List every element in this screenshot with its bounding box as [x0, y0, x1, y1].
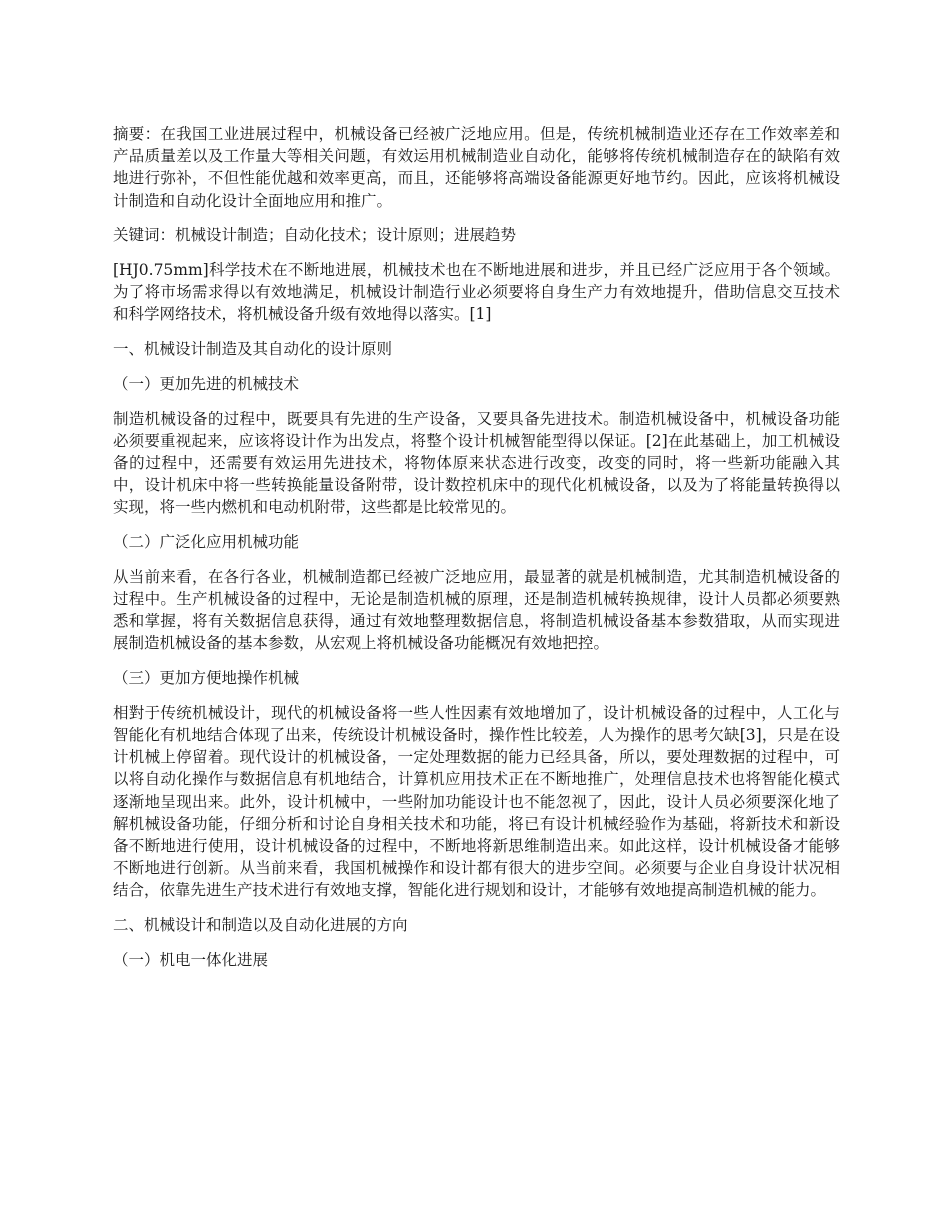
subsection-2-body: 从当前来看，在各行各业，机械制造都已经被广泛地应用，最显著的就是机械制造，尤其制造机械设备的过程中。生产机械设备的过程中，无论是制造机械的原理，还是制造机械转换规律，设计人员都必须要熟悉和掌握，将有关数据信息获得，通过有效地整理数据信息，将制造机械设备基本参数猎取，从而实现进展制造机械设备的基本参数，从宏观上将机械设备功能概况有效地把控。 — [113, 567, 840, 653]
subsection-1-body: 制造机械设备的过程中，既要具有先进的生产设备，又要具备先进技术。制造机械设备中，机械设备功能必须要重视起来，应该将设计作为出发点，将整个设计机械智能型得以保证。[2]在此基础上，加工机械设备的过程中，还需要有效运用先进技术，将物体原来状态进行改变，改变的同时，将一些新功能融入其中，设计机床中将一些转换能量设备附带，设计数控机床中的现代化机械设备，以及为了将能量转换得以实现，将一些内燃机和电动机附带，这些都是比较常见的。 — [113, 409, 840, 517]
section-2-heading: 二、机械设计和制造以及自动化进展的方向 — [113, 916, 408, 935]
subsection-3-body: 相對于传统机械设计，现代的机械设备将一些人性因素有效地增加了，设计机械设备的过程中，人工化与智能化有机地结合体现了出来，传统设计机械设备时，操作性比较差，人为操作的思考欠缺[3]，只是在设计机械上停留着。现代设计的机械设备，一定处理数据的能力已经具备，所以，要处理数据的过程中，可以将自动化操作与数据信息有机地结合，计算机应用技术正在不断地推广，处理信息技术也将智能化模式逐渐地呈现出来。此外，设计机械中，一些附加功能设计也不能忽视了，因此，设计人员必须要深化地了解机械设备功能，仔细分析和讨论自身相关技术和功能，将已有设计机械经验作为基础，将新技术和新设备不断地进行使用，设计机械设备的过程中，不断地将新思维制造出来。如此这样，设计机械设备才能够不断地进行创新。从当前来看，我国机械操作和设计都有很大的进步空间。必须要与企业自身设计状况相结合，依靠先进生产技术进行有效地支撑，智能化进行规划和设计，才能够有效地提高制造机械的能力。 — [113, 703, 840, 900]
subsection-1-heading: （一）更加先进的机械技术 — [113, 374, 300, 393]
subsection-2-heading: （二）广泛化应用机械功能 — [113, 533, 300, 552]
intro-paragraph: [HJ0.75mm]科学技术在不断地进展，机械技术也在不断地进展和进步，并且已经广泛应用于各个领域。为了将市场需求得以有效地满足，机械设计制造行业必须要将自身生产力有效地提升，借助信息交互技术和科学网络技术，将机械设备升级有效地得以落实。[1] — [113, 261, 840, 324]
abstract-paragraph: 摘要：在我国工业进展过程中，机械设备已经被广泛地应用。但是，传统机械制造业还存在工作效率差和产品质量差以及工作量大等相关问题，有效运用机械制造业自动化，能够将传统机械制造存在的缺陷有效地进行弥补，不但性能优越和效率更高，而且，还能够将高端设备能源更好地节约。因此，应该将机械设计制造和自动化设计全面地应用和推广。 — [113, 125, 840, 210]
keywords-line: 关键词：机械设计制造；自动化技术；设计原则；进展趋势 — [113, 226, 517, 245]
document-page — [113, 123, 840, 984]
subsection-4-heading: （一）机电一体化进展 — [113, 950, 269, 969]
section-1-heading: 一、机械设计制造及其自动化的设计原则 — [113, 340, 393, 359]
subsection-3-heading: （三）更加方便地操作机械 — [113, 669, 300, 688]
